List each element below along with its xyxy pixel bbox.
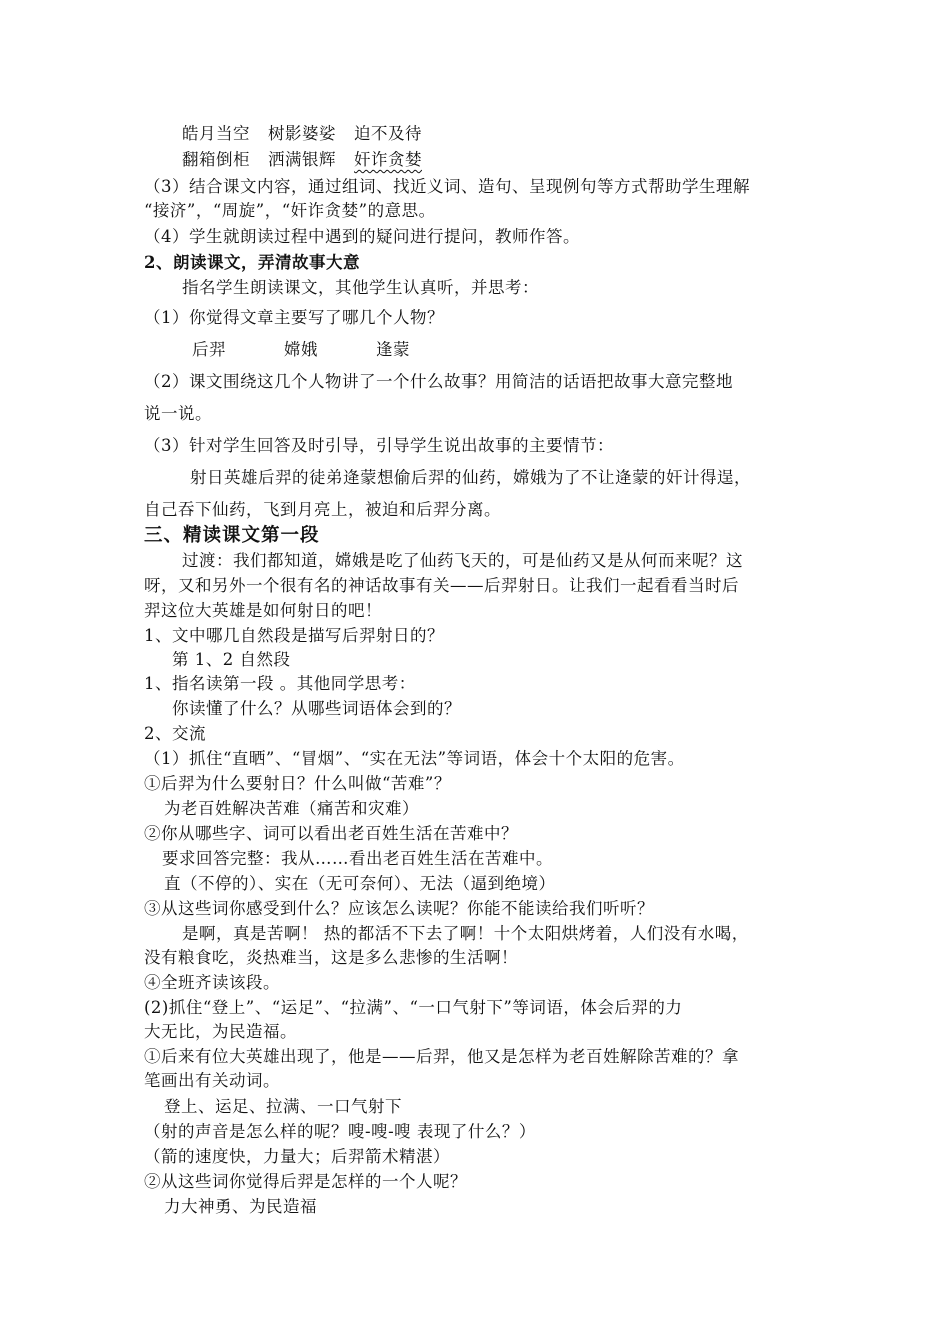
text-line: 要求回答完整：我从……看出老百姓生活在苦难中。 <box>162 849 553 868</box>
text-line: “接济”，“周旋”，“奸诈贪婪”的意思。 <box>144 201 436 220</box>
text-line: 你读懂了什么？从哪些词语体会到的？ <box>172 699 461 718</box>
text-line: 笔画出有关动词。 <box>144 1071 280 1090</box>
text-line: 羿这位大英雄是如何射日的吧！ <box>144 601 382 620</box>
character-name: 逢蒙 <box>376 340 410 359</box>
vocab-word: 翻箱倒柜 <box>182 150 250 169</box>
character-name: 后羿 <box>192 340 226 359</box>
text-line: 没有粮食吃，炎热难当，这是多么悲惨的生活啊！ <box>144 948 518 967</box>
text-line: 1、文中哪几自然段是描写后羿射日的？ <box>144 626 444 645</box>
vocab-row-2 <box>182 148 422 172</box>
text-line: ④全班齐读该段。 <box>144 973 280 992</box>
text-line: （箭的速度快，力量大；后羿箭术精湛） <box>144 1147 450 1166</box>
text-line: 登上、运足、拉满、一口气射下 <box>164 1097 402 1116</box>
vocab-word: 迫不及待 <box>354 124 422 143</box>
text-line: 力大神勇、为民造福 <box>164 1197 317 1216</box>
text-line: 自己吞下仙药，飞到月亮上，被迫和后羿分离。 <box>144 500 501 519</box>
text-line: ②从这些词你觉得后羿是怎样的一个人呢？ <box>144 1172 467 1191</box>
text-line: 大无比，为民造福。 <box>144 1022 297 1041</box>
text-line: （4）学生就朗读过程中遇到的疑问进行提问，教师作答。 <box>144 227 580 246</box>
text-line: 1、指名读第一段 。其他同学思考： <box>144 674 416 693</box>
text-line: ②你从哪些字、词可以看出老百姓生活在苦难中？ <box>144 824 518 843</box>
text-line: （3）针对学生回答及时引导，引导学生说出故事的主要情节： <box>144 436 614 455</box>
text-line: ③从这些词你感受到什么？应该怎么读呢？你能不能读给我们听听？ <box>144 899 654 918</box>
text-line: 直（不停的）、实在（无可奈何）、无法（逼到绝境） <box>164 874 556 893</box>
text-line: 呀，又和另外一个很有名的神话故事有关——后羿射日。让我们一起看看当时后 <box>144 576 739 595</box>
text-line: (2)抓住“登上”、“运足”、“拉满”、“一口气射下”等词语，体会后羿的力 <box>144 998 683 1017</box>
text-line: （2）课文围绕这几个人物讲了一个什么故事？用简洁的话语把故事大意完整地 <box>144 372 733 391</box>
text-line: 2、交流 <box>144 724 206 743</box>
vocab-word: 树影婆娑 <box>268 124 336 143</box>
text-line: （3）结合课文内容，通过组词、找近义词、造句、呈现例句等方式帮助学生理解 <box>144 177 750 196</box>
vocab-word: 皓月当空 <box>182 124 250 143</box>
text-line: 过渡：我们都知道，嫦娥是吃了仙药飞天的，可是仙药又是从何而来呢？这 <box>182 551 743 570</box>
text-line: 说一说。 <box>144 404 212 423</box>
text-line: 第 1、2 自然段 <box>172 650 291 669</box>
text-line: ①后来有位大英雄出现了，他是——后羿，他又是怎样为老百姓解除苦难的？拿 <box>144 1047 739 1066</box>
section-heading: 三、精读课文第一段 <box>144 525 320 546</box>
text-line: （射的声音是怎么样的呢？嗖-嗖-嗖 表现了什么？） <box>144 1122 536 1141</box>
text-line: 是啊，真是苦啊！ 热的都活不下去了啊！十个太阳烘烤着，人们没有水喝， <box>182 924 749 943</box>
text-line: （1）你觉得文章主要写了哪几个人物？ <box>144 308 444 327</box>
text-line: 指名学生朗读课文，其他学生认真听，并思考： <box>182 278 539 297</box>
section-heading: 2、朗读课文，弄清故事大意 <box>144 253 360 272</box>
vocab-row-1 <box>182 122 422 146</box>
vocab-word: 洒满银辉 <box>268 150 336 169</box>
text-line: 为老百姓解决苦难（痛苦和灾难） <box>164 799 419 818</box>
text-line: ①后羿为什么要射日？什么叫做“苦难”？ <box>144 774 451 793</box>
character-list <box>192 338 410 362</box>
text-line: （1）抓住“直晒”、“冒烟”、“实在无法”等词语，体会十个太阳的危害。 <box>144 749 685 768</box>
vocab-word-underlined: 奸诈贪婪 <box>354 150 422 169</box>
text-line: 射日英雄后羿的徒弟逄蒙想偷后羿的仙药，嫦娥为了不让逄蒙的奸计得逞， <box>190 468 751 487</box>
character-name: 嫦娥 <box>284 340 318 359</box>
